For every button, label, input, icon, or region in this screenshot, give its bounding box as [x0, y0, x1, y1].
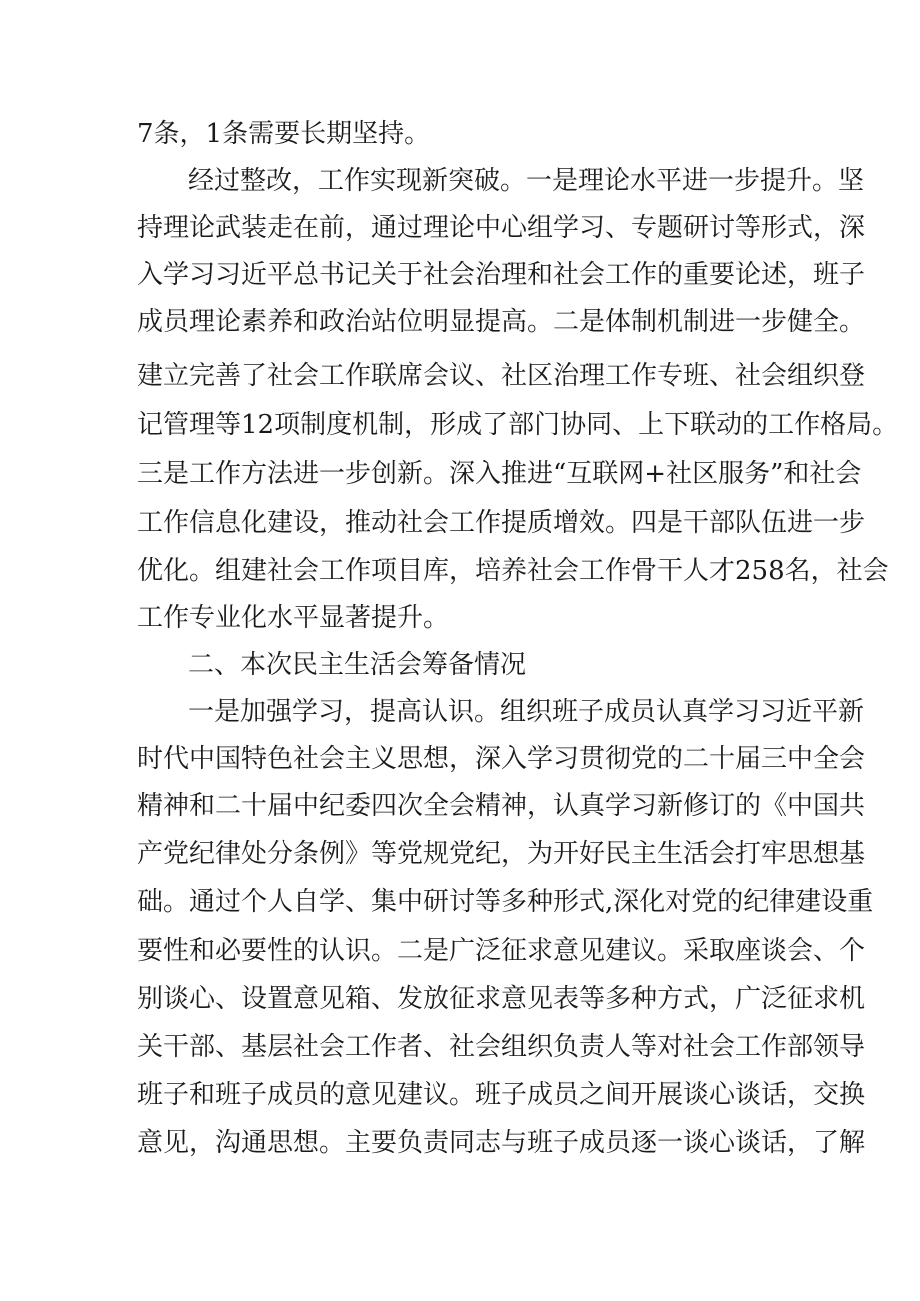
- text-line: 工作专业化水平显著提升。: [137, 603, 450, 633]
- text-line: 精神和二十届中纪委四次全会精神，认真学习新修订的《中国共: [137, 791, 866, 821]
- text-line: 时代中国特色社会主义思想，深入学习贯彻党的二十届三中全会: [137, 744, 866, 774]
- text-line: 优化。组建社会工作项目库，培养社会工作骨干人才258名，社会: [137, 556, 889, 586]
- section-heading: 二、本次民主生活会筹备情况: [188, 650, 527, 680]
- text-line: 班子和班子成员的意见建议。班子成员之间开展谈心谈话，交换: [137, 1080, 866, 1110]
- text-line: 要性和必要性的认识。二是广泛征求意见建议。采取座谈会、个: [137, 936, 866, 966]
- text-line: 建立完善了社会工作联席会议、社区治理工作专班、社会组织登: [137, 361, 866, 391]
- text-line: 工作信息化建设，推动社会工作提质增效。四是干部队伍进一步: [137, 508, 866, 538]
- text-line: 入学习习近平总书记关于社会治理和社会工作的重要论述，班子: [137, 260, 866, 290]
- text-line: 别谈心、设置意见箱、发放征求意见表等多种方式，广泛征求机: [137, 984, 866, 1014]
- text-line: 关干部、基层社会工作者、社会组织负责人等对社会工作部领导: [137, 1032, 866, 1062]
- paragraph-first-line: 一是加强学习，提高认识。组织班子成员认真学习习近平新: [188, 697, 865, 727]
- text-line: 础。通过个人自学、集中研讨等多种形式,深化对党的纪律建设重: [137, 887, 874, 917]
- text-line: 成员理论素养和政治站位明显提高。二是体制机制进一步健全。: [137, 307, 866, 337]
- text-line: 持理论武装走在前，通过理论中心组学习、专题研讨等形式，深: [137, 213, 866, 243]
- text-line: 7条，1条需要长期坚持。: [137, 119, 431, 149]
- text-line: 三是工作方法进一步创新。深入推进“互联网+社区服务”和社会: [137, 459, 862, 489]
- text-line: 记管理等12项制度机制，形成了部门协同、上下联动的工作格局。: [137, 410, 899, 440]
- text-line: 产党纪律处分条例》等党规党纪，为开好民主生活会打牢思想基: [137, 839, 866, 869]
- text-line: 意见，沟通思想。主要负责同志与班子成员逐一谈心谈话，了解: [137, 1128, 866, 1158]
- paragraph-first-line: 经过整改，工作实现新突破。一是理论水平进一步提升。坚: [188, 166, 865, 196]
